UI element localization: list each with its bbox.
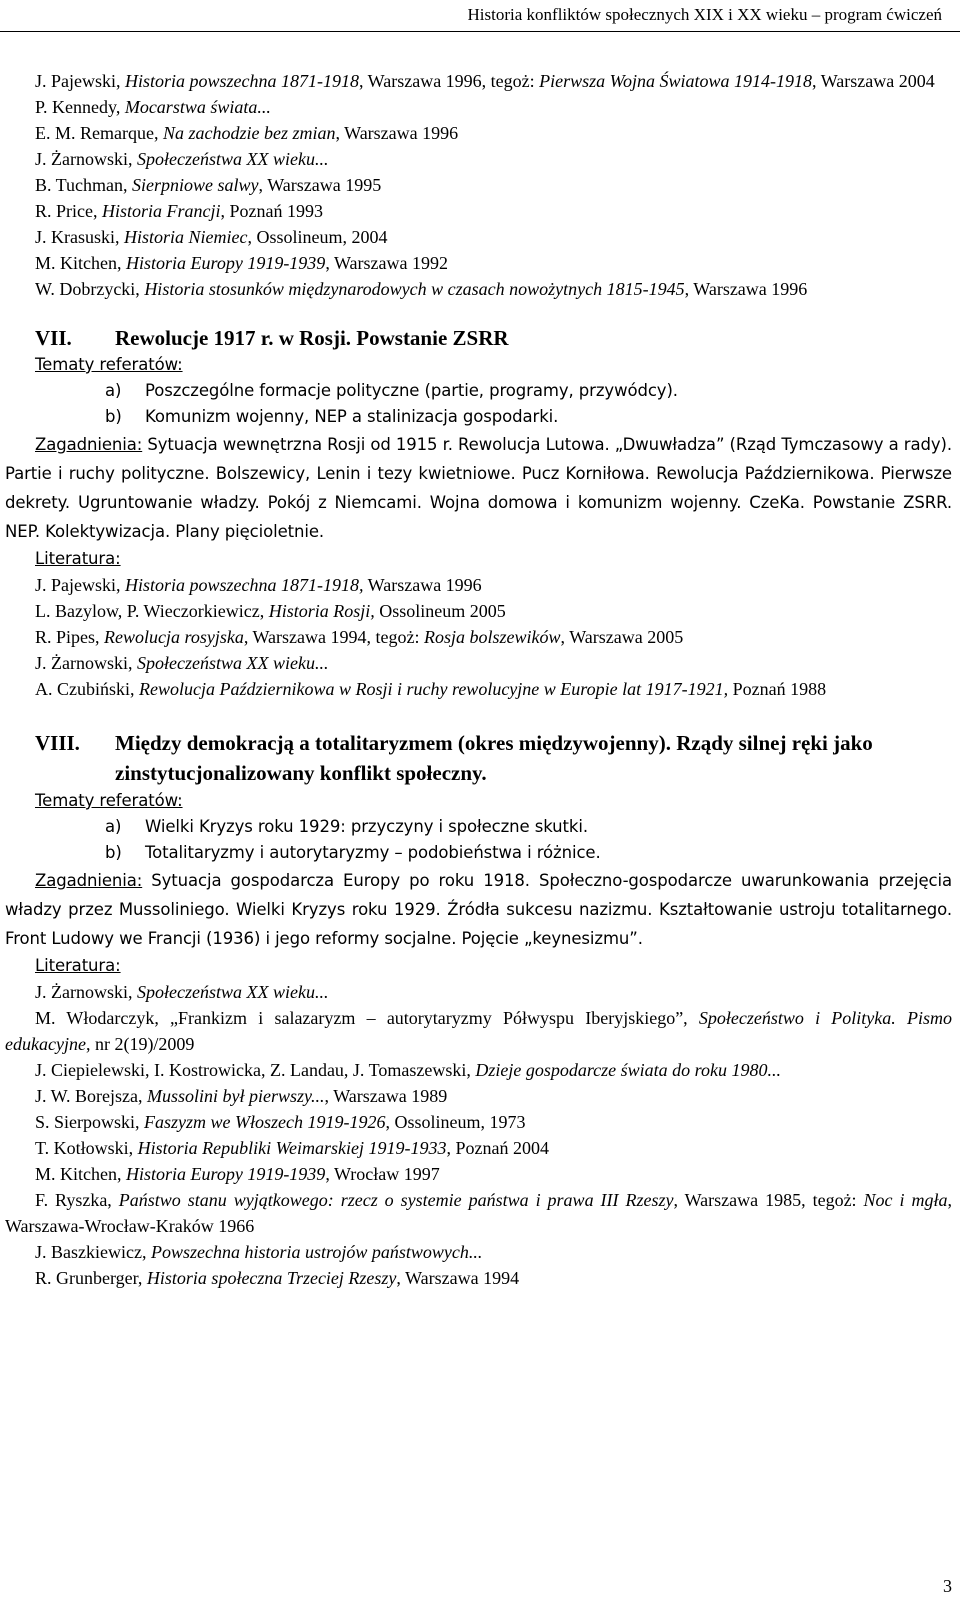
bib-entry: J. Baszkiewicz, Powszechna historia ustrojów państwowych... xyxy=(35,1242,483,1262)
section-heading xyxy=(5,728,952,788)
bib-entry: P. Kennedy, Mocarstwa świata... xyxy=(35,97,271,117)
bib-entry: M. Kitchen, Historia Europy 1919-1939, Wrocław 1997 xyxy=(35,1164,440,1184)
bib-entry: T. Kotłowski, Historia Republiki Weimarskiej 1919-1933, Poznań 2004 xyxy=(35,1138,549,1158)
bib-entry: M. Włodarczyk, „Frankizm i salazaryzm – autorytaryzmy Półwyspu Iberyjskiego”, Społeczeństwo i Polityka. Pismo edukacyjne, nr 2(19)/2009 xyxy=(5,1008,952,1054)
document-body xyxy=(5,68,952,1291)
section-heading xyxy=(5,324,952,352)
bib-entry: J. Krasuski, Historia Niemiec, Ossolineum, 2004 xyxy=(35,227,388,247)
literature-label: Literatura: xyxy=(35,549,121,568)
topic-item: a) Poszczególne formacje polityczne (partie, programy, przywódcy). xyxy=(105,381,678,400)
section-title: Między demokracją a totalitaryzmem (okres międzywojenny). Rządy silnej ręki jako zinstytucjonalizowany konflikt społeczny. xyxy=(115,731,873,785)
issues-paragraph: Zagadnienia: Sytuacja wewnętrzna Rosji od 1915 r. Rewolucja Lutowa. „Dwuwładza” (Rząd Tymczasowy a rady). Partie i ruchy polityczne. Bolszewicy, Lenin i tezy kwietniowe. Pucz Korniłowa. Rewolucja Październikowa. Pierwsze dekrety. Ugruntowanie władzy. Pokój z Niemcami. Wojna domowa i komunizm wojenny. CzeKa. Powstanie ZSRR. NEP. Kolektywizacja. Plany pięcioletnie. xyxy=(5,435,952,541)
topics-label: Tematy referatów: xyxy=(35,355,183,374)
top-bibliography xyxy=(5,68,952,302)
bib-entry: J. Pajewski, Historia powszechna 1871-1918, Warszawa 1996, tegoż: Pierwsza Wojna Światowa 1914-1918, Warszawa 2004 xyxy=(35,71,935,91)
bib-entry: W. Dobrzycki, Historia stosunków międzynarodowych w czasach nowożytnych 1815-1945, Warszawa 1996 xyxy=(35,279,808,299)
bib-entry: J. Żarnowski, Społeczeństwa XX wieku... xyxy=(35,982,329,1002)
bib-entry: J. Żarnowski, Społeczeństwa XX wieku... xyxy=(35,149,329,169)
section-number: VII. xyxy=(35,326,72,350)
bib-entry: J. Pajewski, Historia powszechna 1871-1918, Warszawa 1996 xyxy=(35,575,482,595)
topics-label: Tematy referatów: xyxy=(35,791,183,810)
section-8 xyxy=(5,728,952,1291)
bib-entry: S. Sierpowski, Faszyzm we Włoszech 1919-1926, Ossolineum, 1973 xyxy=(35,1112,526,1132)
bib-entry: R. Price, Historia Francji, Poznań 1993 xyxy=(35,201,324,221)
topic-item: b) Totalitaryzmy i autorytaryzmy – podobieństwa i różnice. xyxy=(105,843,601,862)
bib-entry: J. W. Borejsza, Mussolini był pierwszy..., Warszawa 1989 xyxy=(35,1086,448,1106)
bib-entry: J. Żarnowski, Społeczeństwa XX wieku... xyxy=(35,653,329,673)
page-number: 3 xyxy=(943,1576,952,1596)
section-number: VIII. xyxy=(35,731,80,755)
bib-entry: J. Ciepielewski, I. Kostrowicka, Z. Landau, J. Tomaszewski, Dzieje gospodarcze świata do roku 1980... xyxy=(35,1060,781,1080)
section-7 xyxy=(5,324,952,702)
topic-item: a) Wielki Kryzys roku 1929: przyczyny i społeczne skutki. xyxy=(105,817,588,836)
header-rule xyxy=(0,31,960,32)
issues-paragraph: Zagadnienia: Sytuacja gospodarcza Europy po roku 1918. Społeczno-gospodarcze uwarunkowania przejęcia władzy przez Mussoliniego. Wielki Kryzys roku 1929. Źródła sukcesu nazizmu. Kształtowanie ustroju totalitarnego. Front Ludowy we Francji (1936) i jego reformy socjalne. Pojęcie „keynesizmu”. xyxy=(5,871,952,948)
running-header: Historia konfliktów społecznych XIX i XX wieku – program ćwiczeń xyxy=(467,5,942,24)
issues-label: Zagadnienia: xyxy=(35,435,143,454)
bib-entry: R. Grunberger, Historia społeczna Trzeciej Rzeszy, Warszawa 1994 xyxy=(35,1268,520,1288)
bib-entry: R. Pipes, Rewolucja rosyjska, Warszawa 1994, tegoż: Rosja bolszewików, Warszawa 2005 xyxy=(35,627,684,647)
section-title: Rewolucje 1917 r. w Rosji. Powstanie ZSRR xyxy=(115,326,509,350)
bib-entry: M. Kitchen, Historia Europy 1919-1939, Warszawa 1992 xyxy=(35,253,448,273)
bib-entry: E. M. Remarque, Na zachodzie bez zmian, Warszawa 1996 xyxy=(35,123,459,143)
literature-label: Literatura: xyxy=(35,956,121,975)
bib-entry: A. Czubiński, Rewolucja Październikowa w Rosji i ruchy rewolucyjne w Europie lat 1917-1921, Poznań 1988 xyxy=(35,679,827,699)
bib-entry: F. Ryszka, Państwo stanu wyjątkowego: rzecz o systemie państwa i prawa III Rzeszy, Warszawa 1985, tegoż: Noc i mgła, Warszawa-Wrocław-Kraków 1966 xyxy=(5,1190,952,1236)
bib-entry: B. Tuchman, Sierpniowe salwy, Warszawa 1995 xyxy=(35,175,382,195)
bib-entry: L. Bazylow, P. Wieczorkiewicz, Historia Rosji, Ossolineum 2005 xyxy=(35,601,506,621)
topic-item: b) Komunizm wojenny, NEP a stalinizacja gospodarki. xyxy=(105,407,559,426)
issues-label: Zagadnienia: xyxy=(35,871,143,890)
